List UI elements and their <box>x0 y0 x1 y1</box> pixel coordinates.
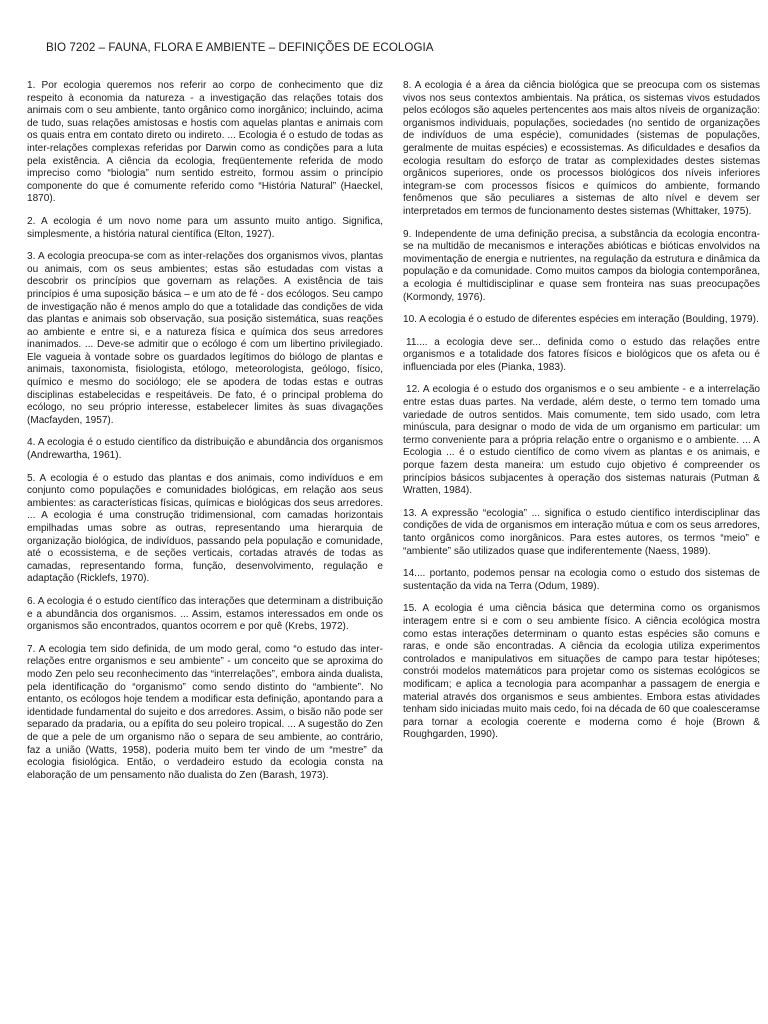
definition-8: 8. A ecologia é a área da ciência biológica que se preocupa com os sistemas vivos nos seus contextos ambientais. Na prática, os sistemas vivos estudados pelos ecólogos são aqueles pertencentes aos mais altos níveis de organização: organismos individuais, populações, sociedades (no sentido de organizações de indivíduos de uma espécie), comunidades (sistemas de populações, geralmente de muitas espécies) e ecossistemas. As dificuldades e desafios da ecologia resultam do esforço de tratar as complexidades destes sistemas orgânicos superiores, onde os processos biológicos dos níveis inferiores integram-se com processos físicos e químicos do ambiente, formando fenômenos que são peculiares a sistemas de alto nível e devem ser interpretados em termos de funcionamento destes sistemas (Whittaker, 1975). <box>403 80 760 217</box>
definition-12: 12. A ecologia é o estudo dos organismos e o seu ambiente - e a interrelação entre estas duas partes. Na verdade, além deste, o termo tem tomado uma variedade de outros sentidos. Mais comumente, tem sido usado, com letra minúscula, para designar o modo de vida de um organismo em particular: um termo conveniente para a própria relação entre o organismo e o ambiente. ... A Ecologia ... é o estudo científico de como vivem as plantas e os animais, e porque fazem desta maneira: um estudo cujo objetivo é compreender os princípios básicos subjacentes à operação dos sistemas naturais (Putman & Wratten, 1984). <box>403 384 760 497</box>
right-column <box>403 80 760 752</box>
definition-15: 15. A ecologia é uma ciência básica que determina como os organismos interagem entre si e com o seu ambiente físico. A ciência ecológica mostra como estas interações determinam o quanto estas espécies são comuns e raras, e onde são encontradas. A ciência da ecologia utiliza experimentos controlados e manipulativos em situações de campo para testar hipóteses; constrói modelos matemáticos para projetar como os sistemas ecológicos se modificam; e aplica a tecnologia para acompanhar a passagem de energia e material através dos organismos e seus ambientes. Embora estas atividades tenham sido iniciadas muito mais cedo, foi na década de 60 que coalesceramse para tornar a ecologia coerente e moderna como é hoje (Brown & Roughgarden, 1990). <box>403 603 760 741</box>
definition-9: 9. Independente de uma definição precisa, a substância da ecologia encontra-se na multidão de mecanismos e interações abióticas e bióticas envolvidos na movimentação de energia e nutrientes, na regulação da estrutura e dinâmica da população e da comunidade. Como muitos campos da biologia contemporânea, a ecologia é multidisciplinar e quase sem fronteira nas suas preocupações (Kormondy, 1976). <box>403 228 760 303</box>
definition-1: 1. Por ecologia queremos nos referir ao corpo de conhecimento que diz respeito à economia da natureza - a investigação das relações totais dos animais com o seu ambiente, tanto orgânico como inorgânico; incluindo, acima de tudo, suas relações amistosas e hostis com aquelas plantas e animais com os quais entra em contato direto ou indireto. ... Ecologia é o estudo de todas as inter-relações complexas referidas por Darwin como as condições para a luta pela existência. A ciência da ecologia, freqüentemente referida de modo impreciso como “biologia” num sentido estreito, formou assim o princípio componente do que é comumente referido como “História Natural” (Haeckel, 1870). <box>27 80 383 205</box>
definition-14: 14.... portanto, podemos pensar na ecologia como o estudo dos sistemas de sustentação da vida na Terra (Odum, 1989). <box>403 568 760 592</box>
definition-6: 6. A ecologia é o estudo científico das interações que determinam a distribuição e a abundância dos organismos. ... Assim, estamos interessados em onde os organismos são encontrados, quantos ocorrem e por quê (Krebs, 1972). <box>27 595 383 633</box>
left-column <box>27 80 383 792</box>
definition-11: 11.... a ecologia deve ser... definida como o estudo das relações entre organismos e a totalidade dos fatores físicos e biológicos que os afeta ou é influenciada por eles (Pianka, 1983). <box>403 336 760 373</box>
definition-5: 5. A ecologia é o estudo das plantas e dos animais, como indivíduos e em conjunto como populações e comunidades biológicas, em relação aos seus ambientes: as características físicas, químicas e biológicas dos seus arredores. ... A ecologia é uma construção tridimensional, com camadas horizontais empilhadas umas sobre as outras, representando uma hierarquia de organização biológica, de indivíduos, passando pela população e comunidade, até o ecossistema, e de seções verticais, cortadas através de todas as camadas, representando forma, função, desenvolvimento, regulação e adaptação (Ricklefs, 1970). <box>27 472 383 585</box>
definition-7: 7. A ecologia tem sido definida, de um modo geral, como “o estudo das inter-relações entre organismos e seu ambiente” - um conceito que se aproxima do modo Zen pelo seu reconhecimento das “interrelações”, embora ainda dualista, pela identificação do “organismo” como sendo distinto do “ambiente”. No entanto, os ecólogos hoje tendem a modificar esta definição, apontando para a identidade fundamental do sujeito e dos arredores. Assim, o bisão não pode ser separado da pradaria, ou a epífita do seu poleiro tropical. ... A sugestão do Zen de que a pele de um organismo não o separa de seu ambiente, ao contrário, faz a união (Watts, 1958), poderia muito bem ter vindo de um “mestre” da ecologia fisiológica. Então, o verdadeiro estudo da ecologia consta na elaboração de um pensamento não dualista do Zen (Barash, 1973). <box>27 643 383 781</box>
definition-2: 2. A ecologia é um novo nome para um assunto muito antigo. Significa, simplesmente, a história natural científica (Elton, 1927). <box>27 215 383 240</box>
definition-4: 4. A ecologia é o estudo científico da distribuição e abundância dos organismos (Andrewartha, 1961). <box>27 437 383 462</box>
definition-13: 13. A expressão “ecologia” ... significa o estudo científico interdisciplinar das condições de vida de organismos em interação mútua e com os seus arredores, tanto orgânicos como inorgânicos. Para estes autores, os termos “meio” e “ambiente” são utilizados quase que indiferentemente (Naess, 1989). <box>403 507 760 557</box>
definition-10: 10. A ecologia é o estudo de diferentes espécies em interação (Boulding, 1979). <box>403 314 759 326</box>
definition-3: 3. A ecologia preocupa-se com as inter-relações dos organismos vivos, plantas ou animais, com os seus ambientes; estas são estudadas com vistas a descobrir os princípios que governam as relações. A existência de tais princípios é uma suposição básica – e um ato de fé - dos ecólogos. Seu campo de investigação não é menos amplo do que a totalidade das condições de vida das plantas e animais sob observação, sua posição sistemática, suas reações ao ambiente e entre si, e a natureza física e química dos seus arredores inanimados. ... Deve-se admitir que o ecólogo é com um libertino privilegiado. Ele vagueia à vontade sobre os guardados legítimos do biólogo de plantas e animais, taxonomista, fisiologista, etólogo, meteorologista, geólogo, físico, químico e mesmo do sociólogo; ele se apodera de todas estas e outras disciplinas estabelecidas e respeitáveis. De fato, é o principal problema do ecólogo, no seu próprio interesse, estabelecer limites às suas divagações (Macfayden, 1957). <box>27 251 383 426</box>
page-title: BIO 7202 – FAUNA, FLORA E AMBIENTE – DEFINIÇÕES DE ECOLOGIA <box>46 41 434 54</box>
